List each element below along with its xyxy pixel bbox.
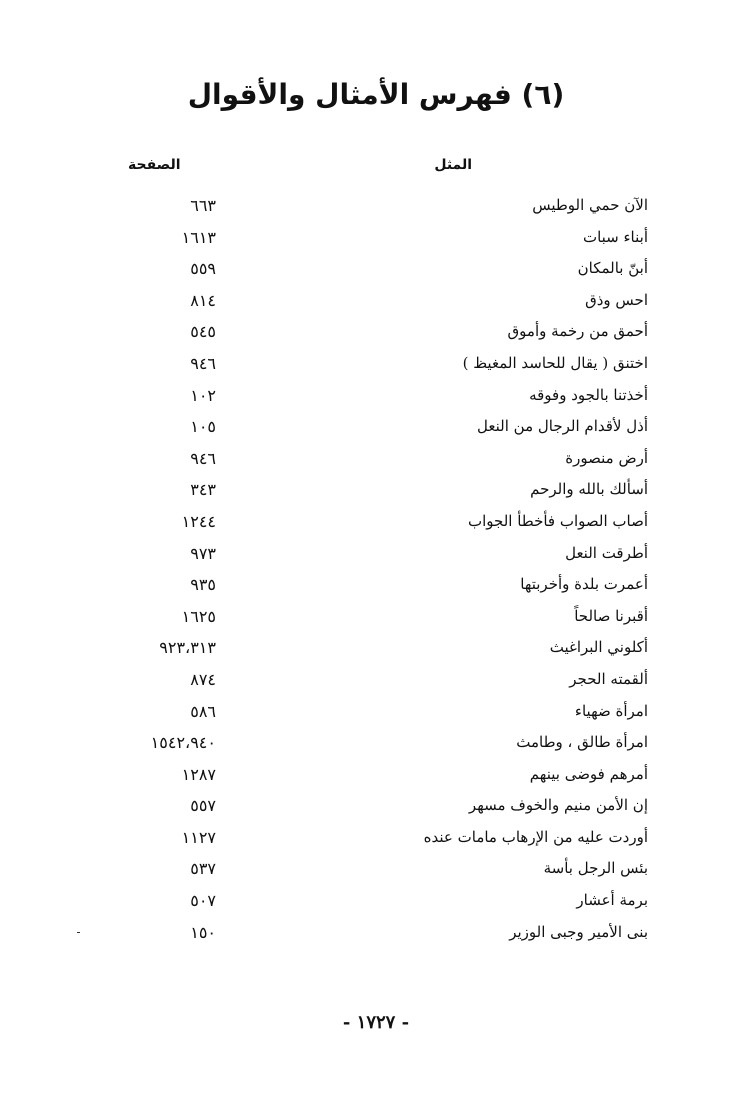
proverb-text: أصاب الصواب فأخطأ الجواب [467, 511, 648, 530]
index-row [0, 700, 752, 732]
proverb-text: أوردت عليه من الإرهاب مامات عنده [423, 827, 648, 846]
proverb-text: احس وذق [585, 290, 648, 309]
index-row [0, 731, 752, 763]
index-row [0, 415, 752, 447]
index-row [0, 857, 752, 889]
page-number: ٩٧٣ [190, 543, 216, 563]
proverb-text: إن الأمن منيم والخوف مسهر [468, 796, 648, 815]
page-number: ٩٤٦ [190, 353, 216, 373]
proverb-text: أكلوني البراغيث [549, 638, 648, 657]
proverb-text: بئس الرجل بأسة [543, 859, 648, 878]
proverb-text: أذل لأقدام الرجال من النعل [477, 417, 648, 436]
page-number: ١٦٢٥ [181, 606, 216, 626]
page-number: ١٢٨٧ [181, 764, 216, 784]
index-row [0, 447, 752, 479]
index-row [0, 763, 752, 795]
index-row [0, 605, 752, 637]
proverb-text: أمرهم فوضى بينهم [529, 764, 648, 783]
index-row [0, 194, 752, 226]
page-number: ٩٢٣،٣١٣ [159, 638, 216, 658]
page-number: ٨١٤ [190, 290, 216, 310]
page-number: ٥٥٩ [190, 259, 216, 279]
page-number: ٥٣٧ [190, 859, 216, 879]
index-row [0, 289, 752, 321]
page-number: ١٢٤٤ [181, 511, 216, 531]
proverb-text: أحمق من رخمة وأموق [507, 322, 648, 341]
page-number: ١٥٤٢،٩٤٠ [150, 733, 216, 753]
page-title: (٦) فهرس الأمثال والأقوال [187, 78, 565, 111]
index-row [0, 668, 752, 700]
page-number: ١٦١٣ [181, 227, 216, 247]
index-row [0, 889, 752, 921]
page-number: ١١٢٧ [181, 827, 216, 847]
index-row [0, 542, 752, 574]
index-row [0, 636, 752, 668]
proverb-text: برمة أعشار [576, 891, 648, 910]
index-row [0, 226, 752, 258]
page-column-header: الصفحة [128, 157, 181, 173]
index-list [0, 194, 752, 952]
proverb-text: بنى الأمير وجبى الوزير [509, 922, 648, 941]
index-row [0, 826, 752, 858]
index-row [0, 478, 752, 510]
page-number: ٥٥٧ [190, 796, 216, 816]
page-footer-number: - ١٧٢٧ - [342, 1012, 410, 1033]
index-row [0, 573, 752, 605]
page-number: ٦٦٣ [190, 196, 216, 215]
proverb-text: أطرقت النعل [565, 543, 648, 562]
page-number: ٩٣٥ [190, 575, 216, 595]
index-row [0, 794, 752, 826]
proverb-text: ألقمته الحجر [569, 669, 648, 688]
page-number: ٥٤٥ [190, 322, 216, 342]
index-row [0, 510, 752, 542]
index-row [0, 384, 752, 416]
index-row [0, 352, 752, 384]
proverb-text: أبناء سبات [582, 227, 648, 246]
index-row [0, 320, 752, 352]
margin-mark [77, 932, 80, 933]
index-row [0, 257, 752, 289]
proverb-text: أرض منصورة [565, 448, 648, 467]
proverb-column-header: المثل [434, 157, 472, 173]
page-number: ٥٨٦ [190, 701, 216, 721]
page-number: ١٠٥ [190, 417, 216, 437]
proverb-text: امرأة ضهياء [574, 701, 648, 720]
page-number: ٣٤٣ [190, 480, 216, 500]
page-number: ٩٤٦ [190, 448, 216, 468]
index-row [0, 921, 752, 953]
proverb-text: أخذتنا بالجود وفوقه [529, 385, 648, 404]
proverb-text: اختنق ( يقال للحاسد المغيظ ) [462, 353, 648, 372]
proverb-text: أقبرنا صالحاً [574, 606, 648, 625]
proverb-text: امرأة طالق ، وطامث [516, 733, 648, 752]
page-number: ٨٧٤ [190, 669, 216, 689]
page-number: ١٠٢ [190, 385, 216, 405]
proverb-text: أبنّ بالمكان [577, 259, 648, 278]
proverb-text: الآن حمي الوطيس [532, 196, 648, 214]
proverb-text: أعمرت بلدة وأخربتها [520, 575, 648, 594]
proverb-text: أسألك بالله والرحم [530, 480, 648, 499]
page-number: ٥٠٧ [190, 891, 216, 911]
page-number: ١٥٠ [190, 922, 216, 942]
